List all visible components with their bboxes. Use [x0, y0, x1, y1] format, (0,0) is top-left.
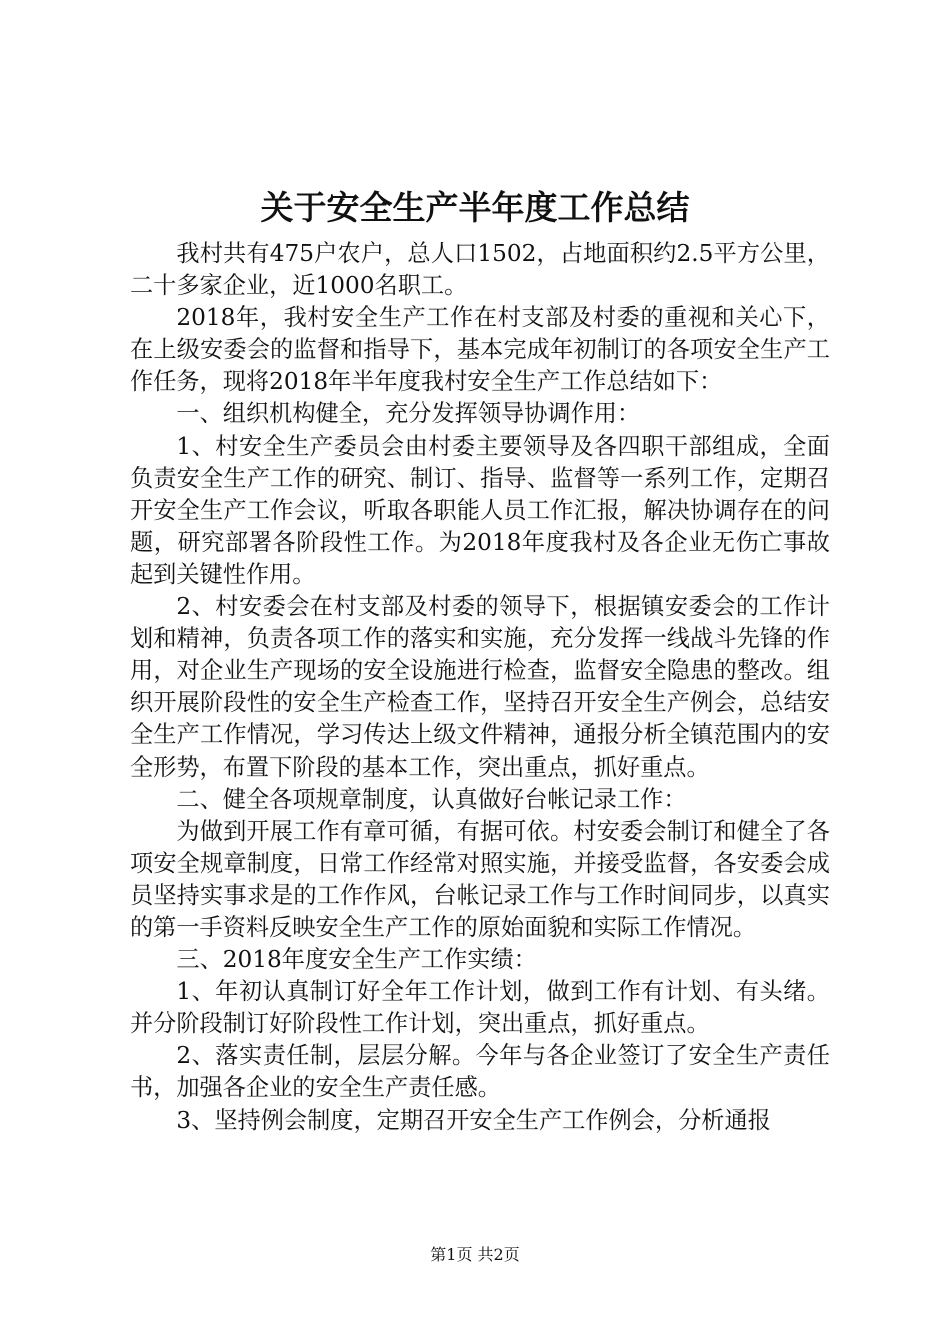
- paragraph-1-1: 1、村安全生产委员会由村委主要领导及各四职干部组成，全面负责安全生产工作的研究、制订、指导、监督等一系列工作，定期召开安全生产工作会议，听取各职能人员工作汇报，解决协调存在的问题，研究部署各阶段性工作。为2018年度我村及各企业无伤亡事故起到关键性作用。: [130, 432, 830, 588]
- paragraph-3-1: 1、年初认真制订好全年工作计划，做到工作有计划、有头绪。并分阶段制订好阶段性工作计划，突出重点，抓好重点。: [130, 978, 830, 1038]
- paragraph-2-1: 为做到开展工作有章可循，有据可依。村安委会制订和健全了各项安全规章制度，日常工作经常对照实施，并接受监督，各安委会成员坚持实事求是的工作作风，台帐记录工作与工作时间同步，以真实的第一手资料反映安全生产工作的原始面貌和实际工作情况。: [130, 817, 830, 941]
- section-heading-3: 三、2018年度安全生产工作实绩：: [176, 946, 537, 974]
- paragraph-intro: 我村共有475户农户，总人口1502，占地面积约2.5平方公里，二十多家企业，近1000名职工。: [130, 240, 830, 300]
- paragraph-3-2: 2、落实责任制，层层分解。今年与各企业签订了安全生产责任书，加强各企业的安全生产责任感。: [130, 1042, 830, 1102]
- document-body: [130, 238, 830, 1137]
- paragraph-1-2: 2、村安委会在村支部及村委的领导下，根据镇安委会的工作计划和精神，负责各项工作的落实和实施，充分发挥一线战斗先锋的作用，对企业生产现场的安全设施进行检查，监督安全隐患的整改。组织开展阶段性的安全生产检查工作，坚持召开安全生产例会，总结安全生产工作情况，学习传达上级文件精神，通报分析全镇范围内的安全形势，布置下阶段的基本工作，突出重点，抓好重点。: [130, 593, 830, 781]
- paragraph-overview: 2018年，我村安全生产工作在村支部及村委的重视和关心下，在上级安委会的监督和指导下，基本完成年初制订的各项安全生产工作任务，现将2018年半年度我村安全生产工作总结如下：: [130, 304, 830, 396]
- section-heading-1: 一、组织机构健全，充分发挥领导协调作用：: [176, 400, 641, 428]
- section-heading-2: 二、健全各项规章制度，认真做好台帐记录工作：: [176, 785, 687, 813]
- paragraph-3-3: 3、坚持例会制度，定期召开安全生产工作例会，分析通报: [176, 1106, 771, 1134]
- page-footer: 第1页 共2页: [430, 1245, 520, 1264]
- page-title: 关于安全生产半年度工作总结: [260, 188, 690, 227]
